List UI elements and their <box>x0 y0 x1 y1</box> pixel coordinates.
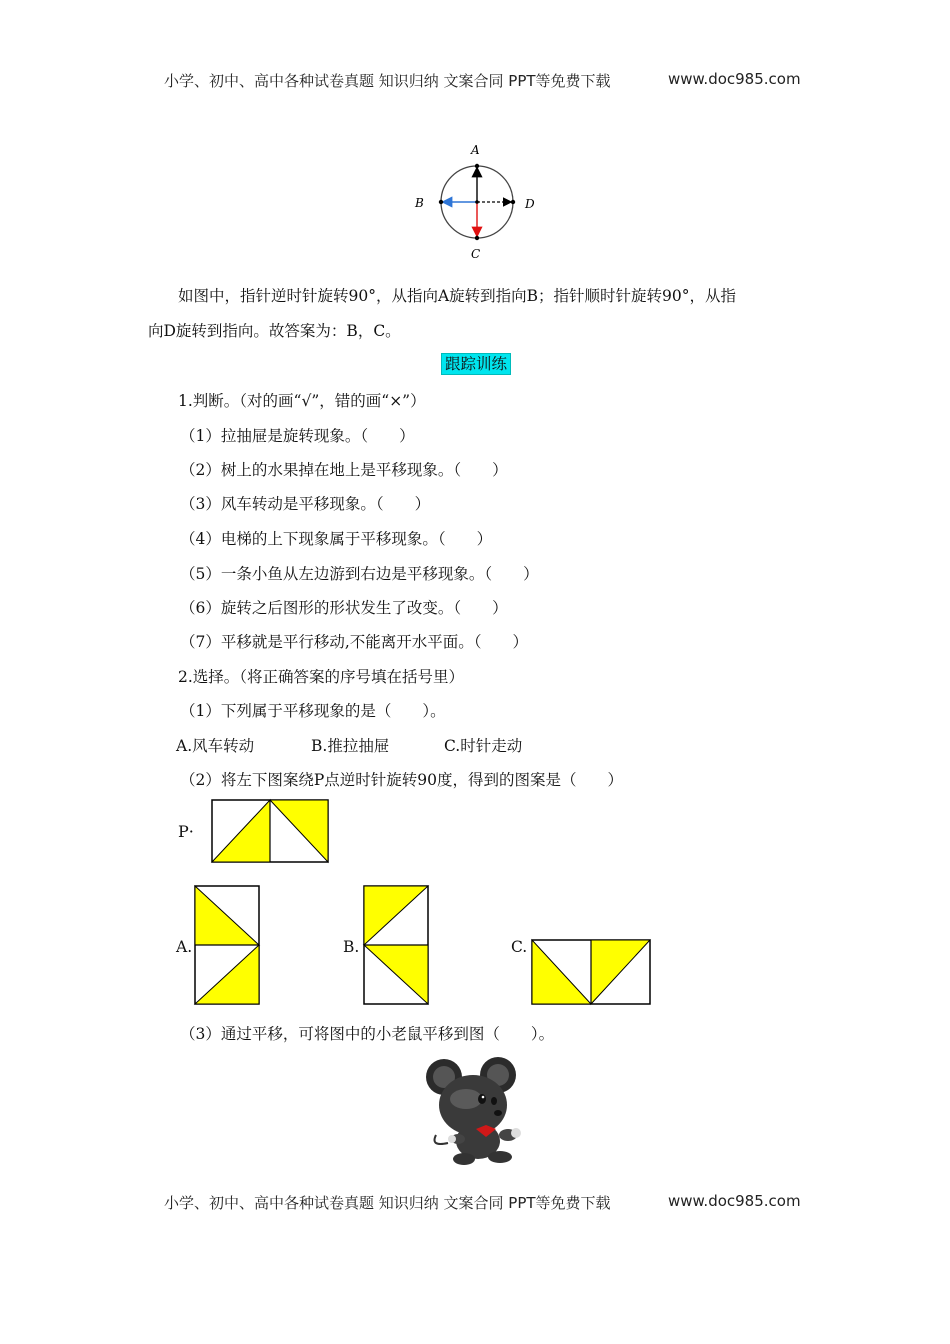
choice-b-label: B. <box>343 938 360 956</box>
q1-item: （5）一条小鱼从左边游到右边是平移现象。（ ） <box>180 565 539 583</box>
q1-item: （2）树上的水果掉在地上是平移现象。（ ） <box>180 461 508 479</box>
label-a: A <box>471 143 480 157</box>
choice-a-label: A. <box>176 938 193 956</box>
footer-text: 小学、初中、高中各种试卷真题 知识归纳 文案合同 PPT等免费下载 <box>164 1194 611 1212</box>
choice-a-figure <box>193 884 263 1008</box>
q2-option-b: B.推拉抽屉 <box>311 737 390 755</box>
q1-title: 1.判断。（对的画“√”，错的画“×”） <box>178 392 426 410</box>
label-d: D <box>525 197 535 211</box>
q2-sub2: （2）将左下图案绕P点逆时针旋转90度，得到的图案是（ ） <box>180 771 624 789</box>
header-site[interactable]: www.doc985.com <box>668 70 801 88</box>
section-title <box>441 352 511 374</box>
section-title-text: 跟踪训练 <box>441 353 511 375</box>
q1-item: （7）平移就是平行移动,不能离开水平面。（ ） <box>180 633 529 651</box>
rotation-circle-figure <box>405 140 545 265</box>
mouse-illustration <box>418 1055 533 1167</box>
q2-title: 2.选择。（将正确答案的序号填在括号里） <box>178 668 465 686</box>
q2-option-c: C.时针走动 <box>444 737 523 755</box>
explanation-line-1: 如图中，指针逆时针旋转90°，从指向A旋转到指向B；指针顺时针旋转90°，从指 <box>178 287 737 305</box>
explanation-line-2: 向D旋转到指向。故答案为：B，C。 <box>148 322 401 340</box>
q1-item: （4）电梯的上下现象属于平移现象。（ ） <box>180 530 493 548</box>
p-point-label: P· <box>178 822 194 841</box>
original-pattern <box>210 798 332 866</box>
q2-sub3: （3）通过平移，可将图中的小老鼠平移到图（ ）。 <box>180 1025 555 1043</box>
label-c: C <box>471 247 481 261</box>
choice-c-figure <box>530 938 654 1008</box>
choice-b-figure <box>362 884 432 1008</box>
q1-item: （3）风车转动是平移现象。（ ） <box>180 495 431 513</box>
q1-item: （6）旋转之后图形的形状发生了改变。（ ） <box>180 599 508 617</box>
header-text: 小学、初中、高中各种试卷真题 知识归纳 文案合同 PPT等免费下载 <box>164 72 611 90</box>
q2-sub1: （1）下列属于平移现象的是（ ）。 <box>180 702 446 720</box>
choice-c-label: C. <box>511 938 528 956</box>
label-b: B <box>415 196 424 210</box>
q2-option-a: A.风车转动 <box>176 737 255 755</box>
footer-site[interactable]: www.doc985.com <box>668 1192 801 1210</box>
q1-item: （1）拉抽屉是旋转现象。（ ） <box>180 427 415 445</box>
